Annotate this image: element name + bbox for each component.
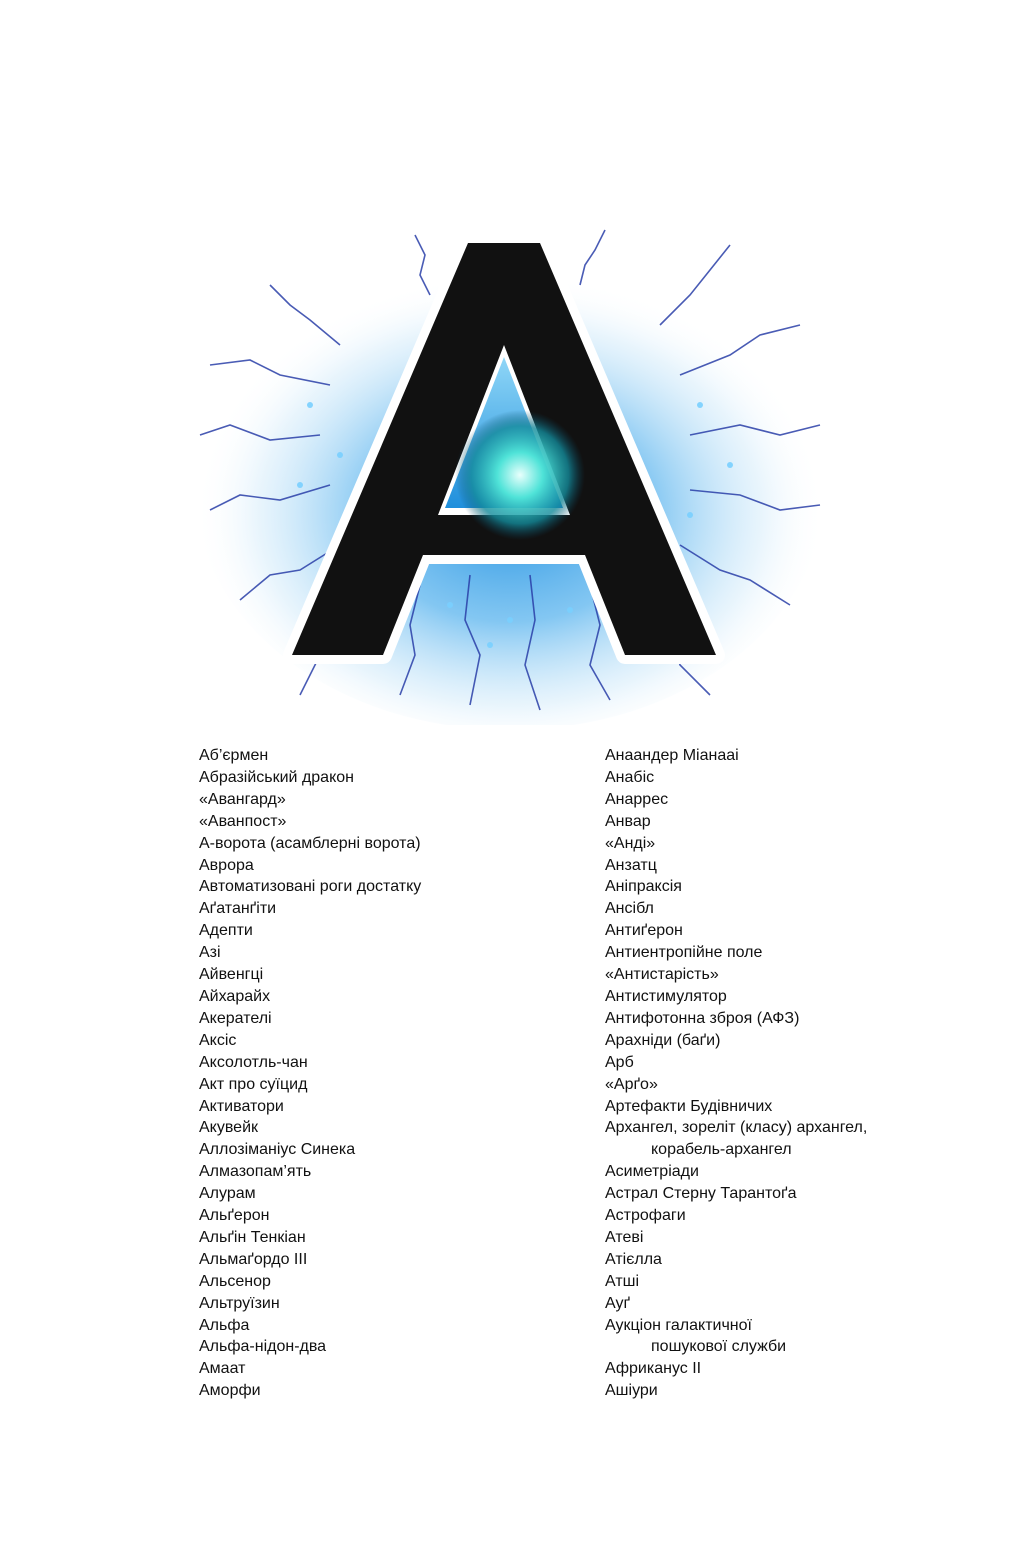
index-entry: «Авангард» (199, 790, 286, 808)
index-entry (605, 1315, 1005, 1359)
index-entry: Альмаґордо ІІІ (199, 1250, 308, 1268)
index-entry-text: Астрофаги (605, 1207, 686, 1225)
index-entry-text: Атієлла (605, 1250, 662, 1268)
index-entry: Автоматизовані роги достатку (199, 878, 422, 896)
index-entry (605, 1205, 1005, 1227)
index-entry-text: Африканус ІІ (605, 1360, 702, 1378)
index-entry-text: «Анді» (605, 834, 656, 852)
index-entry: Аксіс (199, 1031, 237, 1049)
index-entry (605, 942, 1005, 964)
index-entry-text: Анабіс (605, 768, 655, 786)
index-entry-continuation: корабель-архангел (651, 1141, 792, 1159)
index-entry (605, 1293, 1005, 1315)
index-entry: Альфа (199, 1316, 250, 1334)
index-entry: Аллозіманіус Синека (199, 1141, 356, 1159)
index-entry: Акт про суїцид (199, 1075, 308, 1093)
index-entry (605, 1096, 1005, 1118)
index-entry: Активатори (199, 1097, 284, 1115)
index-entry (605, 811, 1005, 833)
index-entry (605, 1052, 1005, 1074)
index-entry (605, 745, 1005, 767)
index-entry (605, 1161, 1005, 1183)
index-entry-text: Антифотонна зброя (АФЗ) (605, 1009, 800, 1027)
index-entry-text: Ансібл (605, 900, 654, 918)
index-entry (605, 1271, 1005, 1293)
index-entry: Алурам (199, 1185, 256, 1203)
index-entry (605, 1380, 1005, 1402)
index-entry (605, 986, 1005, 1008)
index-entry: Альсенор (199, 1272, 271, 1290)
index-entry (605, 920, 1005, 942)
index-entry (605, 1227, 1005, 1249)
index-entry: Аксолотль-чан (199, 1053, 308, 1071)
index-entry (605, 1183, 1005, 1205)
index-entry: Акувейк (199, 1119, 259, 1137)
index-entry-text: Артефакти Будівничих (605, 1097, 773, 1115)
index-entry: Аврора (199, 856, 254, 874)
index-entry-text: Архангел, зореліт (класу) архангел, (605, 1119, 868, 1137)
index-entry-text: Анвар (605, 812, 651, 830)
index-entry: Адепти (199, 922, 253, 940)
index-entry-text: Астрал Стерну Тарантоґа (605, 1185, 797, 1203)
index-entry-text: Ауґ (605, 1294, 631, 1312)
index-entry (605, 1008, 1005, 1030)
index-entry (605, 1358, 1005, 1380)
index-entry: Акерателі (199, 1009, 272, 1027)
index-entry-text: Арахніди (баґи) (605, 1031, 721, 1049)
index-entry (605, 1074, 1005, 1096)
index-entry-text: Арб (605, 1053, 634, 1071)
index-entry: Альфа-нідон-два (199, 1338, 327, 1356)
index-entry-text: Антиентропійне поле (605, 944, 763, 962)
index-entry-text: Атші (605, 1272, 640, 1290)
index-entry: А-ворота (асамблерні ворота) (199, 834, 421, 852)
index-entry (605, 1117, 1005, 1161)
index-entry-text: «Арґо» (605, 1075, 658, 1093)
index-entry: Альтруїзин (199, 1294, 280, 1312)
index-entry (605, 876, 1005, 898)
index-column-right (605, 745, 1005, 1402)
index-entry: Альґерон (199, 1207, 270, 1225)
letter-a-illustration (190, 225, 830, 725)
index-entry (605, 855, 1005, 877)
index-entry: Альґін Тенкіан (199, 1228, 306, 1246)
index-entry-text: Аукціон галактичної (605, 1316, 752, 1334)
index-entry: Азі (199, 944, 221, 962)
index-entry (605, 789, 1005, 811)
index-entry (605, 1249, 1005, 1271)
index-entry-text: Анзатц (605, 856, 657, 874)
index-entry (605, 767, 1005, 789)
index-entry-text: «Антистарість» (605, 966, 719, 984)
index-entry: Амаат (199, 1360, 246, 1378)
index-entry: «Аванпост» (199, 812, 287, 830)
index-entry-text: Антиґерон (605, 922, 683, 940)
index-entry-text: Асиметріади (605, 1163, 699, 1181)
glowing-core (455, 410, 585, 540)
index-entry-text: Ашіури (605, 1382, 658, 1400)
index-entry: Айвенгці (199, 966, 264, 984)
index-column-left (199, 745, 579, 1402)
index-entry (605, 1030, 1005, 1052)
index-entry: Аґатанґіти (199, 900, 277, 918)
index-entry: Аморфи (199, 1382, 261, 1400)
index-entry-text: Анаандер Міанааі (605, 747, 739, 764)
index-entry (605, 964, 1005, 986)
index-entry-text: Атеві (605, 1228, 644, 1246)
index-entry: Алмазопам’ять (199, 1163, 312, 1181)
index-entry-text: Анаррес (605, 790, 669, 808)
index-entry: Аб’єрмен (199, 747, 269, 764)
index-entry-text: Антистимулятор (605, 987, 727, 1005)
index-entry: Айхарайх (199, 987, 271, 1005)
index-entry: Абразійський дракон (199, 768, 354, 786)
index-entry (605, 833, 1005, 855)
index-entry (605, 898, 1005, 920)
index-entry-text: Аніпраксія (605, 878, 682, 896)
index-entry-continuation: пошукової служби (651, 1338, 787, 1356)
